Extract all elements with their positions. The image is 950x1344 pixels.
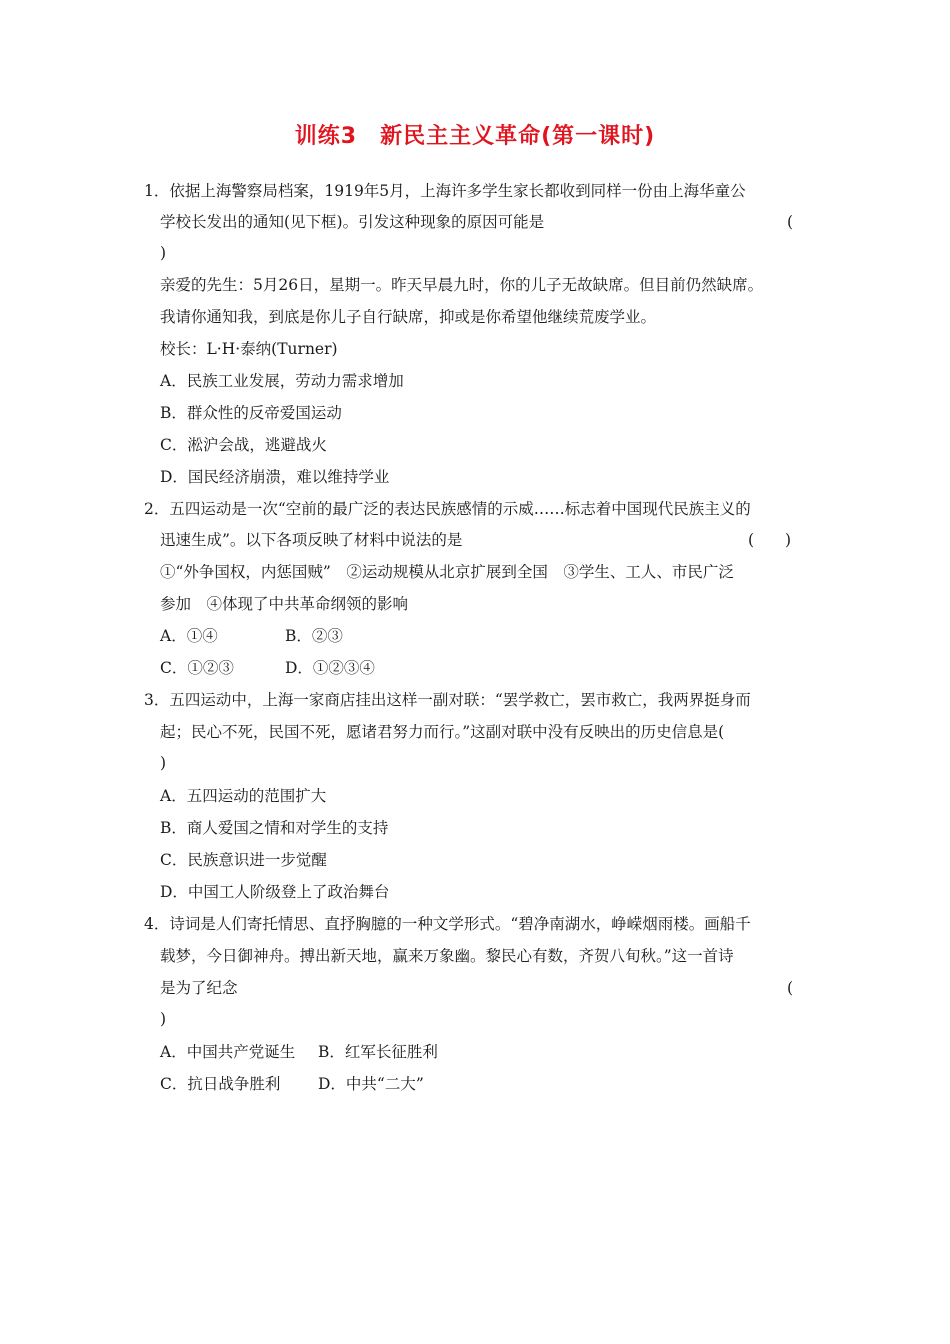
question-2-item-line-1: ①“外争国权，内惩国贼” ②运动规模从北京扩展到全国 ③学生、工人、市民广泛 — [160, 563, 734, 581]
question-3-stem-line-3: ) — [160, 754, 167, 772]
question-2-option-d: D．①②③④ — [285, 659, 375, 677]
question-2-option-a: A．①④ — [160, 627, 218, 645]
question-2-stem-line-2: 迅速生成”。以下各项反映了材料中说法的是 — [160, 531, 463, 549]
question-2-item-line-2: 参加 ④体现了中共革命纲领的影响 — [160, 595, 409, 613]
question-4-option-d: D．中共“二大” — [318, 1075, 424, 1093]
question-4-answer-paren-open: ( — [787, 979, 794, 997]
question-1-answer-paren-open: ( — [787, 213, 794, 231]
question-2-option-b: B．②③ — [285, 627, 343, 645]
question-1-option-a: A．民族工业发展，劳动力需求增加 — [160, 372, 404, 390]
question-2-stem-line-1: 2．五四运动是一次“空前的最广泛的表达民族感情的示威……标志着中国现代民族主义的 — [144, 500, 751, 518]
question-1-stem-line-3: ) — [160, 244, 167, 262]
question-4-option-c: C．抗日战争胜利 — [160, 1075, 281, 1093]
question-4-option-a: A．中国共产党诞生 — [160, 1043, 296, 1061]
question-4-stem-line-4: ) — [160, 1010, 167, 1028]
question-1-stem-line-1: 1．依据上海警察局档案，1919年5月，上海许多学生家长都收到同样一份由上海华童公 — [144, 182, 746, 200]
question-1-stem-line-2: 学校长发出的通知(见下框)。引发这种现象的原因可能是 — [160, 213, 545, 231]
question-3-option-c: C．民族意识进一步觉醒 — [160, 851, 327, 869]
question-3-stem-line-1: 3．五四运动中，上海一家商店挂出这样一副对联：“罢学救亡，罢市救亡，我两界挺身而 — [144, 691, 751, 709]
question-1-quote-line-3: 校长：L·H·泰纳(Turner) — [160, 340, 338, 358]
question-1-quote-line-2: 我请你通知我，到底是你儿子自行缺席，抑或是你希望他继续荒废学业。 — [160, 308, 657, 326]
page-title: 训练3 新民主主义革命(第一课时) — [294, 124, 656, 149]
question-4-stem-line-1: 4．诗词是人们寄托情思、直抒胸臆的一种文学形式。“碧净南湖水，峥嵘烟雨楼。画船千 — [144, 915, 751, 933]
question-3-stem-line-2: 起；民心不死，民国不死，愿诸君努力而行。”这副对联中没有反映出的历史信息是( — [160, 723, 725, 741]
question-1-option-b: B．群众性的反帝爱国运动 — [160, 404, 342, 422]
question-3-option-a: A．五四运动的范围扩大 — [160, 787, 327, 805]
question-2-answer-paren: ( ) — [748, 531, 792, 549]
question-4-stem-line-2: 载梦，今日御神舟。搏出新天地，赢来万象幽。黎民心有数，齐贺八旬秋。”这一首诗 — [160, 947, 734, 965]
question-2-option-c: C．①②③ — [160, 659, 234, 677]
question-1-quote-line-1: 亲爱的先生：5月26日，星期一。昨天早晨九时，你的儿子无故缺席。但目前仍然缺席。 — [160, 276, 764, 294]
question-3-option-d: D．中国工人阶级登上了政治舞台 — [160, 883, 390, 901]
question-4-option-b: B．红军长征胜利 — [318, 1043, 438, 1061]
question-1-option-d: D．国民经济崩溃，难以维持学业 — [160, 468, 390, 486]
question-3-option-b: B．商人爱国之情和对学生的支持 — [160, 819, 389, 837]
question-4-stem-line-3: 是为了纪念 — [160, 979, 238, 997]
question-1-option-c: C．淞沪会战，逃避战火 — [160, 436, 327, 454]
